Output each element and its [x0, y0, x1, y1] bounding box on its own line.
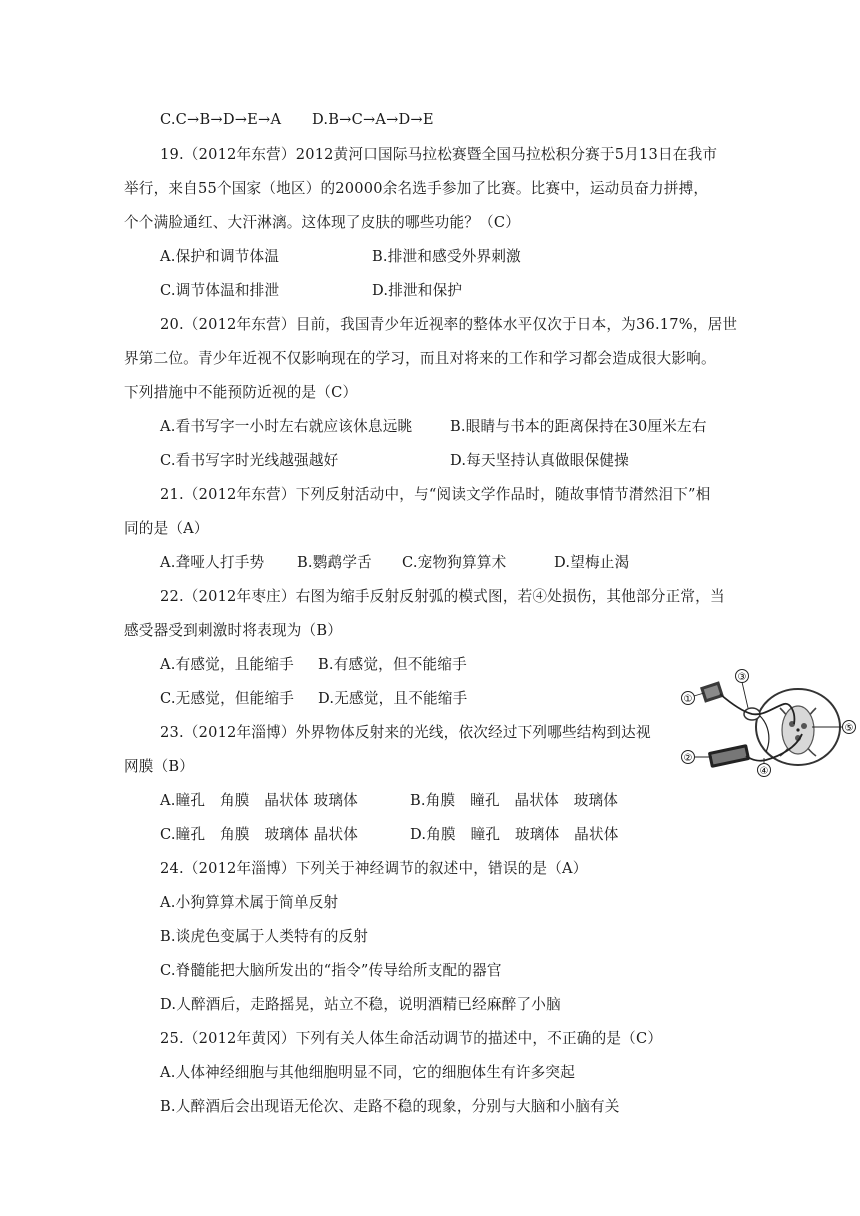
svg-text:③: ③: [737, 672, 747, 683]
label-3: [736, 670, 749, 709]
question-22-line1: 22.（2012年枣庄）右图为缩手反射反射弧的模式图，若④处损伤，其他部分正常，当: [160, 588, 725, 605]
question-24-option-b: B.谈虎色变属于人类特有的反射: [160, 928, 369, 945]
option-d: D.排泄和保护: [372, 282, 463, 299]
reflex-arc-diagram: [676, 664, 858, 780]
label-2: [682, 751, 713, 765]
option-a: A.聋哑人打手势: [160, 554, 265, 571]
option-d: D.角膜 瞳孔 玻璃体 晶状体: [410, 826, 619, 843]
option-d: D.无感觉，且不能缩手: [318, 690, 468, 707]
svg-text:①: ①: [683, 694, 693, 705]
option-c: C.瞳孔 角膜 玻璃体 晶状体: [160, 826, 359, 843]
question-21-line2: 同的是（A）: [124, 520, 209, 537]
option-c: C.调节体温和排泄: [160, 282, 280, 299]
effector-icon: [708, 744, 750, 768]
option-d: D.每天坚持认真做眼保健操: [450, 452, 629, 469]
option-d: D.望梅止渴: [554, 554, 630, 571]
question-20-line3: 下列措施中不能预防近视的是（C）: [124, 384, 358, 401]
option-c: C.C→B→D→E→A: [160, 111, 282, 128]
question-24-option-c: C.脊髓能把大脑所发出的“指令”传导给所支配的器官: [160, 962, 502, 979]
question-23-line2: 网膜（B）: [124, 758, 195, 775]
option-d: D.B→C→A→D→E: [312, 111, 434, 128]
question-21-line1: 21.（2012年东营）下列反射活动中，与“阅读文学作品时，随故事情节潸然泪下”相: [160, 486, 711, 503]
question-24-option-d: D.人醉酒后，走路摇晃，站立不稳，说明酒精已经麻醉了小脑: [160, 996, 561, 1013]
option-c: C.宠物狗算算术: [402, 554, 507, 571]
question-19-line3: 个个满脸通红、大汗淋漓。这体现了皮肤的哪些功能？（C）: [124, 214, 521, 231]
question-23-line1: 23.（2012年淄博）外界物体反射来的光线，依次经过下列哪些结构到达视: [160, 724, 651, 741]
option-c: C.看书写字时光线越强越好: [160, 452, 339, 469]
label-1: [682, 692, 705, 706]
question-19-line1: 19.（2012年东营）2012黄河口国际马拉松赛暨全国马拉松积分赛于5月13日在我市: [160, 146, 718, 163]
option-a: A.看书写字一小时左右就应该休息远眺: [160, 418, 413, 435]
question-24-line1: 24.（2012年淄博）下列关于神经调节的叙述中，错误的是（A）: [160, 860, 588, 877]
option-c: C.无感觉，但能缩手: [160, 690, 295, 707]
question-19-line2: 举行，来自55个国家（地区）的20000余名选手参加了比赛。比赛中，运动员奋力拼搏，: [124, 180, 709, 197]
option-a: A.有感觉，且能缩手: [160, 656, 294, 673]
option-b: B.有感觉，但不能缩手: [318, 656, 467, 673]
question-24-option-a: A.小狗算算术属于简单反射: [160, 894, 339, 911]
option-b: B.鹦鹉学舌: [297, 554, 372, 571]
svg-text:②: ②: [683, 753, 693, 764]
question-20-line2: 界第二位。青少年近视不仅影响现在的学习，而且对将来的工作和学习都会造成很大影响。: [124, 350, 716, 367]
question-25-line1: 25.（2012年黄冈）下列有关人体生命活动调节的描述中，不正确的是（C）: [160, 1030, 663, 1047]
question-25-option-b: B.人醉酒后会出现语无伦次、走路不稳的现象，分别与大脑和小脑有关: [160, 1098, 620, 1115]
option-a: A.瞳孔 角膜 晶状体 玻璃体: [160, 792, 358, 809]
question-20-line1: 20.（2012年东营）目前，我国青少年近视率的整体水平仅次于日本，为36.17%，居世: [160, 316, 738, 333]
option-b: B.排泄和感受外界刺激: [372, 248, 521, 265]
question-22-line2: 感受器受到刺激时将表现为（B）: [124, 622, 343, 639]
receptor-icon: [700, 681, 724, 702]
option-a: A.保护和调节体温: [160, 248, 280, 265]
option-b: B.角膜 瞳孔 晶状体 玻璃体: [410, 792, 619, 809]
svg-text:④: ④: [759, 766, 769, 777]
question-25-option-a: A.人体神经细胞与其他细胞明显不同，它的细胞体生有许多突起: [160, 1064, 576, 1081]
svg-text:⑤: ⑤: [844, 723, 854, 734]
option-b: B.眼睛与书本的距离保持在30厘米左右: [450, 418, 707, 435]
